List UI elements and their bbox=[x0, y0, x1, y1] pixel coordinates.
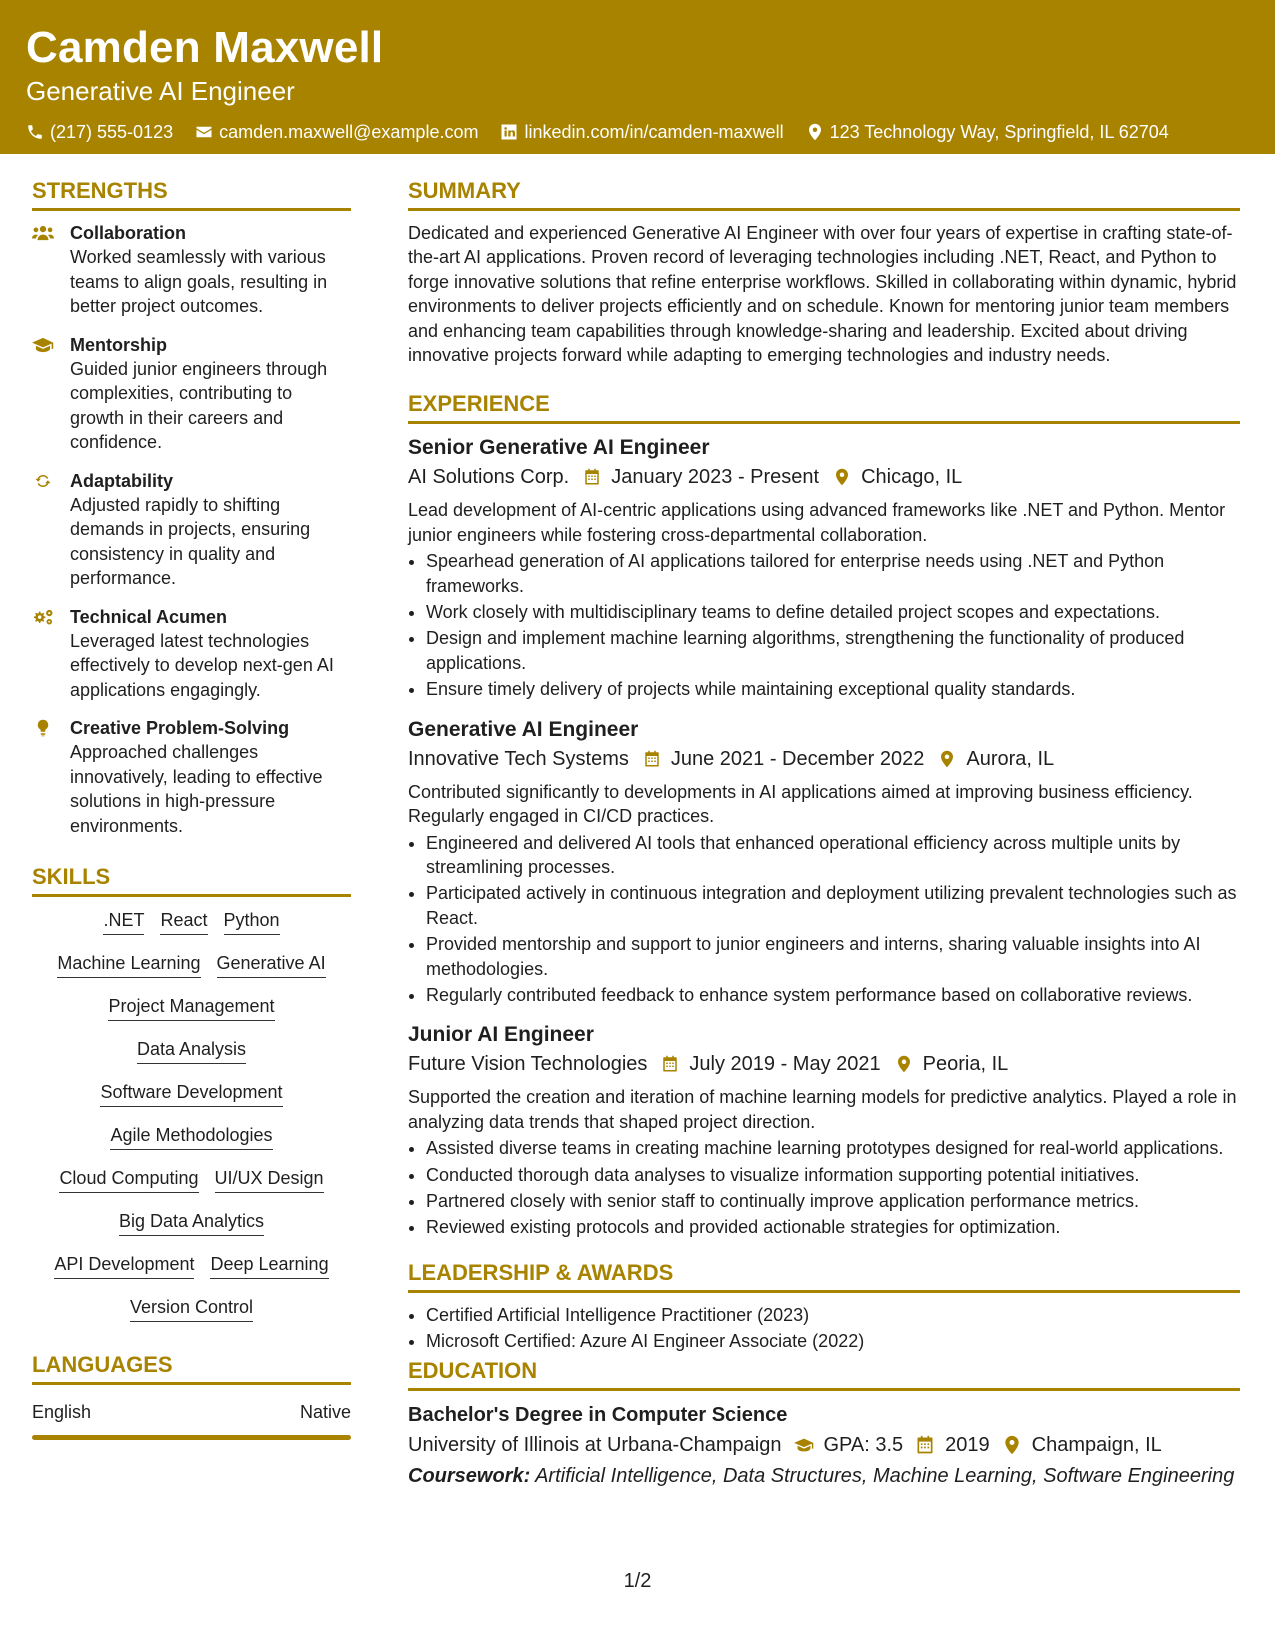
skills-list bbox=[32, 907, 351, 1322]
phone-text: (217) 555-0123 bbox=[50, 122, 174, 142]
language-level: Native bbox=[299, 1402, 351, 1422]
calendar-icon bbox=[583, 467, 601, 487]
job-bullets bbox=[408, 831, 1240, 1008]
skill-tag: Big Data Analytics bbox=[119, 1208, 264, 1236]
award-item: • Microsoft Certified: Azure AI Engineer Associate (2022) bbox=[426, 1329, 1240, 1353]
email-text: camden.maxwell@example.com bbox=[219, 122, 479, 142]
education-school: University of Illinois at Urbana-Champaign bbox=[408, 1433, 782, 1456]
job-description: Contributed significantly to developments in AI applications aimed at improving business efficiency. Regularly engaged in CI/CD practices. bbox=[408, 781, 1193, 827]
strength-desc: Adjusted rapidly to shifting demands in projects, ensuring consistency in quality and performance. bbox=[70, 494, 311, 588]
contact-linkedin[interactable] bbox=[500, 120, 783, 144]
education-entry bbox=[408, 1401, 1240, 1491]
skill-tag: UI/UX Design bbox=[215, 1165, 324, 1193]
skill-tag: Machine Learning bbox=[57, 950, 200, 978]
job-bullet: • Reviewed existing protocols and provided actionable strategies for optimization. bbox=[426, 1215, 1240, 1239]
job-bullet: • Assisted diverse teams in creating machine learning prototypes designed for real-world applications. bbox=[426, 1136, 1240, 1160]
lightbulb-icon bbox=[32, 719, 54, 737]
job-bullet: • Conducted thorough data analyses to visualize information supporting potential initiatives. bbox=[426, 1163, 1240, 1187]
contact-address bbox=[806, 120, 1169, 144]
strengths-list bbox=[32, 221, 351, 838]
map-pin-icon bbox=[1002, 1435, 1022, 1455]
job-entry bbox=[408, 1021, 1240, 1239]
education-heading: EDUCATION bbox=[408, 1356, 1240, 1391]
job-entry bbox=[408, 434, 1240, 701]
job-dates: July 2019 - May 2021 bbox=[689, 1053, 881, 1076]
education-year: 2019 bbox=[945, 1433, 990, 1456]
strength-title: Adaptability bbox=[70, 470, 174, 491]
job-dates: June 2021 - December 2022 bbox=[670, 747, 925, 770]
job-bullet: • Provided mentorship and support to junior engineers and interns, sharing valuable insights into AI methodologies. bbox=[426, 932, 1240, 981]
award-item: • Certified Artificial Intelligence Practitioner (2023) bbox=[426, 1303, 1240, 1327]
job-bullet: • Spearhead generation of AI applications tailored for enterprise needs using .NET and Python frameworks. bbox=[426, 549, 1240, 598]
skill-tag: React bbox=[160, 907, 207, 935]
address-text: 123 Technology Way, Springfield, IL 62704 bbox=[829, 122, 1169, 142]
summary-heading: SUMMARY bbox=[408, 176, 1240, 211]
awards-heading: LEADERSHIP & AWARDS bbox=[408, 1258, 1240, 1293]
calendar-icon bbox=[661, 1054, 679, 1074]
map-pin-icon bbox=[806, 123, 824, 141]
strength-item bbox=[32, 605, 351, 703]
job-bullet: • Design and implement machine learning algorithms, strengthening the functionality of produced applications. bbox=[426, 626, 1240, 675]
candidate-name: Camden Maxwell bbox=[26, 23, 384, 72]
contact-bar bbox=[26, 120, 1249, 144]
strength-desc: Approached challenges innovatively, leading to effective solutions in high-pressure environments. bbox=[70, 742, 323, 836]
skill-tag: Python bbox=[224, 907, 280, 935]
job-title: Junior AI Engineer bbox=[408, 1023, 594, 1047]
skill-tag: Project Management bbox=[108, 993, 274, 1021]
left-column bbox=[32, 176, 351, 1440]
map-pin-icon bbox=[938, 749, 956, 769]
skill-tag: Data Analysis bbox=[137, 1036, 246, 1064]
resume-header bbox=[0, 0, 1275, 154]
education-meta bbox=[408, 1429, 1240, 1461]
job-bullet: • Partnered closely with senior staff to continually improve application performance metrics. bbox=[426, 1189, 1240, 1213]
candidate-title: Generative AI Engineer bbox=[26, 76, 295, 106]
strength-item bbox=[32, 469, 351, 591]
job-entry bbox=[408, 716, 1240, 1008]
linkedin-text: linkedin.com/in/camden-maxwell bbox=[524, 122, 784, 142]
strength-desc: Guided junior engineers through complexities, contributing to growth in their careers and confidence. bbox=[70, 358, 328, 452]
skill-tag: .NET bbox=[103, 907, 144, 935]
strength-item bbox=[32, 333, 351, 455]
job-meta bbox=[408, 744, 1240, 774]
job-meta bbox=[408, 462, 1240, 492]
page-number: 1/2 bbox=[623, 1570, 652, 1592]
education-location: Champaign, IL bbox=[1031, 1433, 1162, 1456]
calendar-icon bbox=[643, 749, 661, 769]
strength-desc: Worked seamlessly with various teams to align goals, resulting in better project outcomes. bbox=[70, 247, 328, 316]
envelope-icon bbox=[195, 123, 213, 141]
strength-title: Mentorship bbox=[70, 334, 167, 355]
phone-icon bbox=[26, 123, 44, 141]
language-level-bar bbox=[32, 1435, 351, 1440]
job-company: Innovative Tech Systems bbox=[408, 747, 629, 770]
strength-title: Collaboration bbox=[70, 223, 186, 243]
linkedin-icon bbox=[500, 123, 518, 141]
skills-heading: SKILLS bbox=[32, 862, 351, 897]
contact-email[interactable] bbox=[195, 120, 478, 144]
skill-tag: Agile Methodologies bbox=[110, 1122, 272, 1150]
summary-text: Dedicated and experienced Generative AI Engineer with over four years of expertise in crafting state-of-the-art AI applications. Proven record of leveraging technologies including .NET, React, and Python to forge innovative solutions that refine enterprise workflows. Skilled in collaborating within dynamic, hybrid environments to deliver projects efficiently and on schedule. Known for mentoring junior team members and enhancing team capabilities through knowledge-sharing and leadership. Excited about driving innovative projects forward while adapting to emerging technologies and industry needs. bbox=[408, 223, 1237, 366]
graduation-cap-icon bbox=[32, 336, 54, 354]
graduation-cap-icon bbox=[794, 1435, 814, 1455]
job-location: Chicago, IL bbox=[861, 466, 963, 489]
right-column bbox=[408, 176, 1240, 1491]
skill-tag: Deep Learning bbox=[210, 1251, 328, 1279]
strength-title: Creative Problem-Solving bbox=[70, 718, 290, 738]
job-dates: January 2023 - Present bbox=[611, 466, 820, 489]
job-description: Supported the creation and iteration of machine learning models for predictive analytics. Played a role in analyzing data trends that shaped project direction. bbox=[408, 1087, 1237, 1132]
map-pin-icon bbox=[895, 1054, 913, 1074]
strength-title: Technical Acumen bbox=[70, 606, 228, 627]
job-bullet: • Engineered and delivered AI tools that enhanced operational efficiency across multiple units by streamlining processes. bbox=[426, 831, 1240, 880]
job-description: Lead development of AI-centric applications using advanced frameworks like .NET and Python. Mentor junior engineers while fostering cross-departmental collaboration. bbox=[408, 500, 1226, 545]
job-location: Aurora, IL bbox=[966, 747, 1055, 770]
job-meta bbox=[408, 1049, 1240, 1079]
job-bullet: • Ensure timely delivery of projects while maintaining exceptional quality standards. bbox=[426, 677, 1240, 701]
job-bullets bbox=[408, 1136, 1240, 1240]
strength-item bbox=[32, 716, 351, 838]
job-company: AI Solutions Corp. bbox=[408, 466, 570, 489]
coursework-list: Artificial Intelligence, Data Structures, Machine Learning, Software Engineering bbox=[535, 1464, 1235, 1487]
education-gpa: GPA: 3.5 bbox=[823, 1433, 904, 1456]
job-bullet: • Work closely with multidisciplinary teams to define detailed project scopes and expectations. bbox=[426, 600, 1240, 624]
contact-phone[interactable] bbox=[26, 120, 173, 144]
job-bullets bbox=[408, 549, 1240, 701]
languages-heading: LANGUAGES bbox=[32, 1350, 351, 1385]
calendar-icon bbox=[915, 1435, 935, 1455]
map-pin-icon bbox=[833, 467, 851, 487]
skill-tag: API Development bbox=[54, 1251, 194, 1279]
language-item bbox=[32, 1399, 351, 1435]
job-title: Senior Generative AI Engineer bbox=[408, 436, 710, 460]
language-name: English bbox=[32, 1402, 92, 1422]
job-location: Peoria, IL bbox=[922, 1053, 1009, 1076]
sync-icon bbox=[32, 472, 54, 490]
strength-desc: Leveraged latest technologies effectively to develop next-gen AI applications engagingly. bbox=[70, 630, 334, 700]
skill-tag: Version Control bbox=[130, 1294, 253, 1322]
awards-list bbox=[408, 1303, 1240, 1354]
education-coursework bbox=[408, 1461, 1240, 1491]
job-bullet: • Participated actively in continuous integration and deployment utilizing prevalent technologies such as React. bbox=[426, 881, 1240, 930]
job-bullet: • Regularly contributed feedback to enhance system performance based on collaborative reviews. bbox=[426, 983, 1240, 1007]
experience-heading: EXPERIENCE bbox=[408, 389, 1240, 424]
strengths-heading: STRENGTHS bbox=[32, 176, 351, 211]
education-degree: Bachelor's Degree in Computer Science bbox=[408, 1403, 788, 1426]
job-title: Generative AI Engineer bbox=[408, 717, 639, 741]
skill-tag: Generative AI bbox=[217, 950, 326, 978]
coursework-label: Coursework: bbox=[408, 1464, 531, 1487]
job-company: Future Vision Technologies bbox=[408, 1053, 648, 1076]
strength-item bbox=[32, 221, 351, 319]
users-icon bbox=[32, 224, 54, 242]
gears-icon bbox=[32, 608, 54, 626]
skill-tag: Cloud Computing bbox=[59, 1165, 198, 1193]
skill-tag: Software Development bbox=[100, 1079, 282, 1107]
